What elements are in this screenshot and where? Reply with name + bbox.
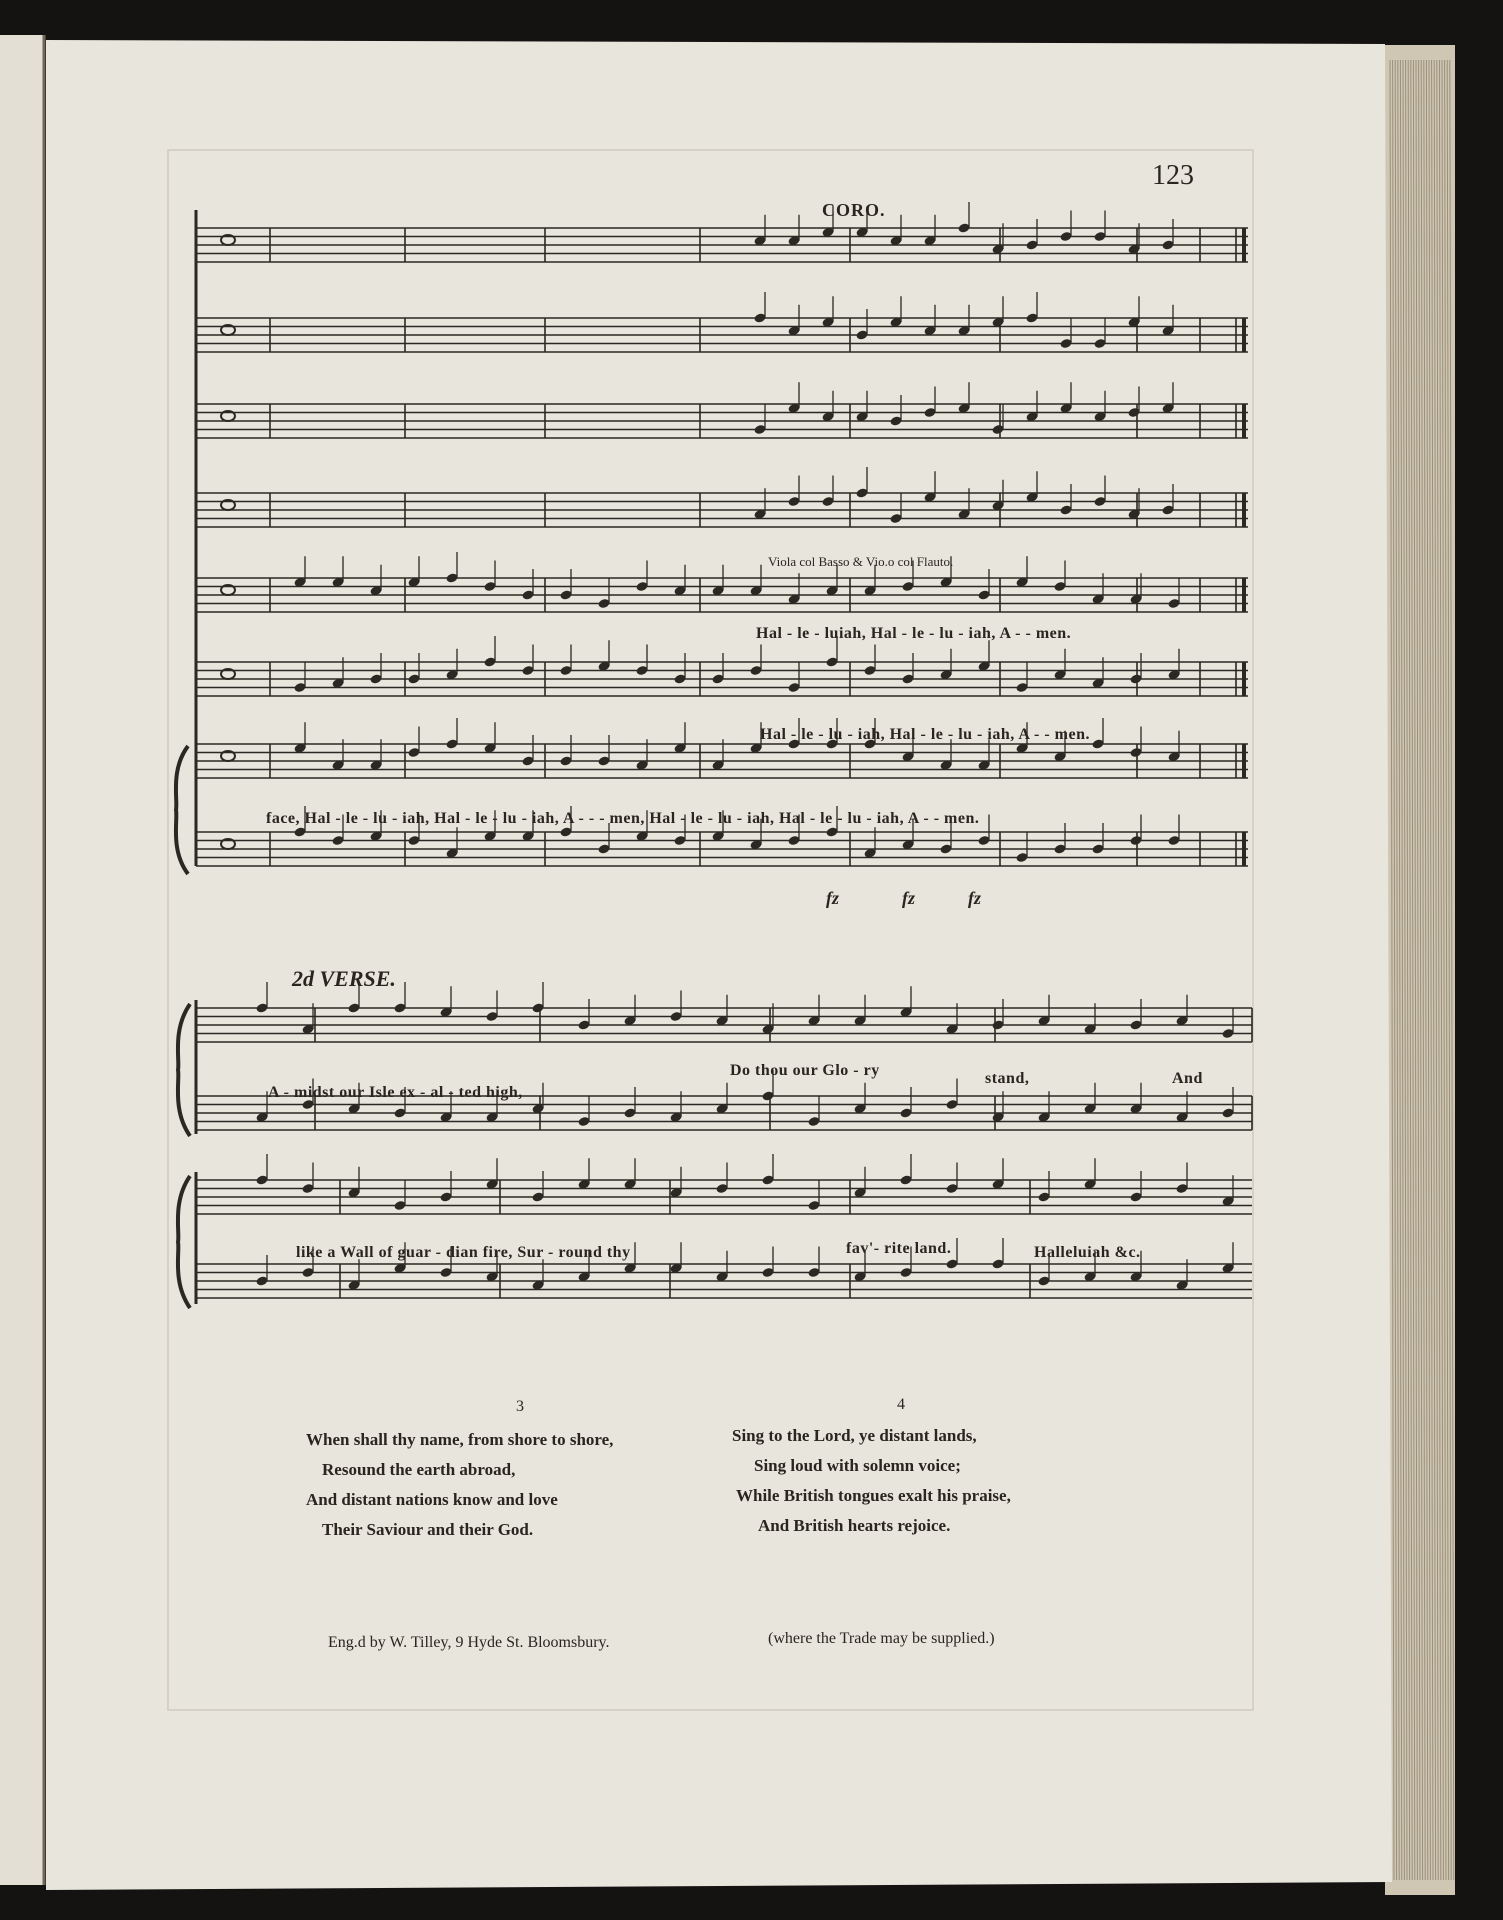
verse-3-number: 3 (516, 1398, 524, 1415)
dynamic-fz-2: fz (902, 888, 915, 908)
left-page-edge (0, 35, 44, 1885)
coro-lyric-line-1: Hal - le - luiah, Hal - le - lu - iah, A - - men. (756, 625, 1072, 642)
verse2-lyric-2a: like a Wall of guar - dian fire, Sur - round thy (296, 1244, 631, 1261)
dynamic-fz-3: fz (968, 888, 981, 908)
verse-3-line-2: Resound the earth abroad, (322, 1460, 516, 1479)
verse-4-line-4: And British hearts rejoice. (758, 1516, 951, 1535)
coro-lyric-line-3: face, Hal - le - lu - iah, Hal - le - lu - iah, A - - - men, Hal - le - lu - iah, Hal - le - lu - iah, A - - men. (266, 810, 980, 827)
page-number: 123 (1152, 160, 1194, 191)
verse-4-line-2: Sing loud with solemn voice; (754, 1456, 961, 1475)
engraver-credit: Eng.d by W. Tilley, 9 Hyde St. Bloomsbury. (328, 1634, 610, 1651)
verse-4-line-1: Sing to the Lord, ye distant lands, (732, 1426, 977, 1445)
dynamic-fz-1: fz (826, 888, 839, 908)
verse-3-line-4: Their Saviour and their God. (322, 1520, 534, 1539)
verse2-lyric-2c: Halleluiah &c. (1034, 1244, 1141, 1261)
trade-note: (where the Trade may be supplied.) (768, 1630, 995, 1647)
verse2-lyric-1c: stand, (985, 1070, 1030, 1087)
verse-4-number: 4 (897, 1396, 905, 1413)
verse2-lyric-2b: fav'- rite land. (846, 1240, 952, 1257)
verse-3-line-1: When shall thy name, from shore to shore, (306, 1430, 614, 1449)
verse2-lyric-1b: Do thou our Glo - ry (730, 1062, 880, 1079)
instrument-note: Viola col Basso & Vio.o col Flauto. (768, 554, 954, 569)
verse-3-line-3: And distant nations know and love (306, 1490, 558, 1509)
coro-lyric-line-2: Hal - le - lu - iah, Hal - le - lu - iah, A - - men. (760, 726, 1090, 743)
verse2-lyric-1a: A - midst our Isle ex - al - ted high, (268, 1084, 523, 1101)
verse2-lyric-1d: And (1172, 1070, 1203, 1087)
verse-4-line-3: While British tongues exalt his praise, (736, 1486, 1011, 1505)
coro-heading: CORO. (822, 200, 886, 220)
verse-2-heading: 2d VERSE. (292, 966, 396, 991)
